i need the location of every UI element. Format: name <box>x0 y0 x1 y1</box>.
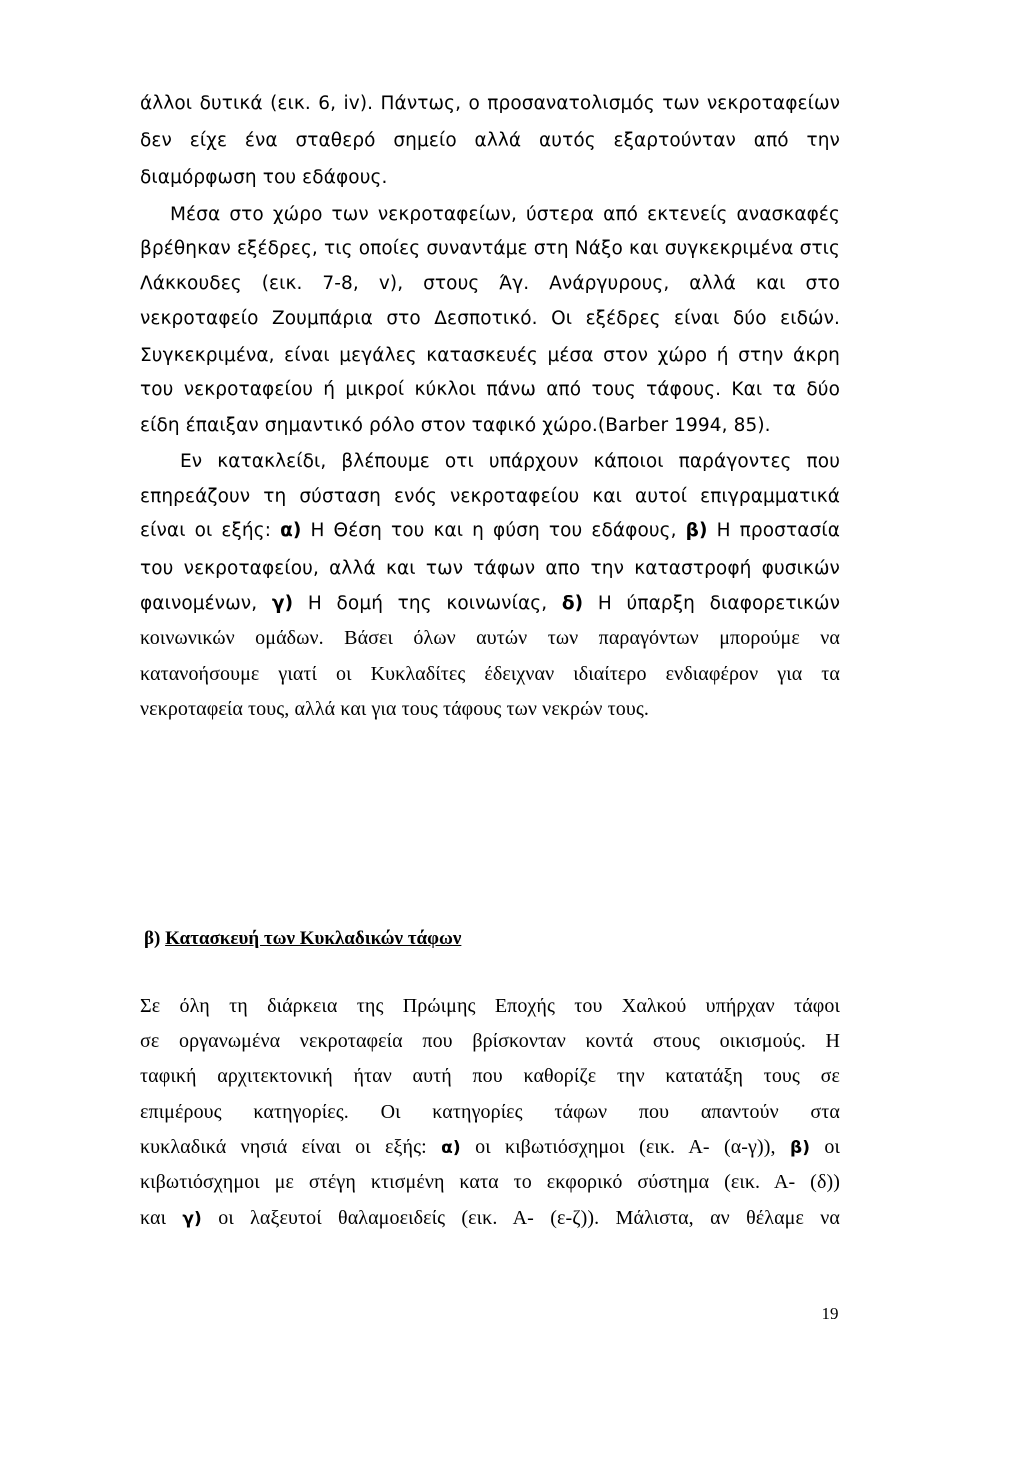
text-span: κυκλαδικά νησιά είναι οι εξής: <box>140 1136 442 1158</box>
text-line: του νεκροταφείου ή μικροί κύκλοι πάνω από τους τάφους. Και τα δύο <box>140 379 840 400</box>
text-line: διαμόρφωση του εδάφους. <box>140 167 388 188</box>
text-line: Εν κατακλείδι, βλέπουμε οτι υπάρχουν κάποιοι παράγοντες που <box>180 451 840 472</box>
text-span: φαινομένων, <box>140 593 272 614</box>
text-span: και <box>140 1207 183 1229</box>
text-span: οι <box>810 1136 841 1158</box>
list-marker: α) <box>280 520 302 541</box>
text-line: κατανοήσουμε γιατί οι Κυκλαδίτες έδειχναν ιδιαίτερο ενδιαφέρον για τα <box>140 663 840 685</box>
text-line: είδη έπαιξαν σημαντικό ρόλο στον ταφικό χώρο.(Barber 1994, 85). <box>140 415 771 436</box>
list-marker: α) <box>441 1138 461 1158</box>
text-span: Η προστασία <box>707 520 840 541</box>
text-line <box>140 1131 840 1163</box>
text-line <box>140 588 840 620</box>
text-span: οι κιβωτιόσχημοι (εικ. Α- (α-γ)), <box>460 1136 790 1158</box>
text-line: νεκροταφεία τους, αλλά και για τους τάφους των νεκρών τους. <box>140 698 649 720</box>
text-span: Η Θέση του και η φύση του εδάφους, <box>301 520 686 541</box>
list-marker: β) <box>789 1138 811 1158</box>
text-line: Σε όλη τη διάρκεια της Πρώιμης Εποχής του Χαλκού υπήρχαν τάφοι <box>140 995 840 1017</box>
text-line: άλλοι δυτικά (εικ. 6, iv). Πάντως, ο προσανατολισμός των νεκροταφείων <box>140 93 840 114</box>
text-line: σε οργανωμένα νεκροταφεία που βρίσκονταν κοντά στους οικισμούς. Η <box>140 1030 840 1052</box>
text-line: βρέθηκαν εξέδρες, τις οποίες συναντάμε στη Νάξο και συγκεκριμένα στις <box>140 238 840 259</box>
list-marker: δ) <box>561 593 584 614</box>
text-line <box>140 515 840 547</box>
heading-title: Κατασκευή των Κυκλαδικών τάφων <box>165 928 462 949</box>
text-line: Μέσα στο χώρο των νεκροταφείων, ύστερα από εκτενείς ανασκαφές <box>170 204 840 225</box>
list-marker: γ) <box>271 593 294 614</box>
text-line: του νεκροταφείου, αλλά και των τάφων απο την καταστροφή φυσικών <box>140 558 840 579</box>
text-span: είναι οι εξής: <box>140 520 281 541</box>
text-span: οι λαξευτοί θαλαμοειδείς (εικ. Α- (ε-ζ)). Μάλιστα, αν θέλαμε να <box>201 1207 840 1229</box>
text-line: ταφική αρχιτεκτονική ήταν αυτή που καθορίζε την κατατάξη τους σε <box>140 1065 840 1087</box>
heading-marker: β) <box>144 928 161 949</box>
text-line: κοινωνικών ομάδων. Βάσει όλων αυτών των παραγόντων μπορούμε να <box>140 627 840 649</box>
list-marker: γ) <box>182 1209 202 1229</box>
text-line: κιβωτιόσχημοι με στέγη κτισμένη κατα το εκφορικό σύστημα (εικ. Α- (δ)) <box>140 1171 840 1193</box>
text-span: Η δομή της κοινωνίας, <box>293 593 562 614</box>
text-line <box>140 1202 840 1234</box>
page-number: 19 <box>821 1304 839 1323</box>
text-line: επιμέρους κατηγορίες. Οι κατηγορίες τάφων που απαντούν στα <box>140 1101 840 1123</box>
text-line: Συγκεκριμένα, είναι μεγάλες κατασκευές μέσα στον χώρο ή στην άκρη <box>140 345 840 366</box>
text-line: Λάκκουδες (εικ. 7-8, v), στους Άγ. Ανάργυρους, αλλά και στο <box>140 273 840 294</box>
section-heading <box>144 926 844 952</box>
text-line: επηρεάζουν τη σύσταση ενός νεκροταφείου και αυτοί επιγραμματικά <box>140 486 840 507</box>
text-span: Η ύπαρξη διαφορετικών <box>583 593 841 614</box>
list-marker: β) <box>685 520 708 541</box>
text-line: δεν είχε ένα σταθερό σημείο αλλά αυτός εξαρτούνταν από την <box>140 130 840 151</box>
text-line: νεκροταφείο Ζουμπάρια στο Δεσποτικό. Οι εξέδρες είναι δύο ειδών. <box>140 308 840 329</box>
